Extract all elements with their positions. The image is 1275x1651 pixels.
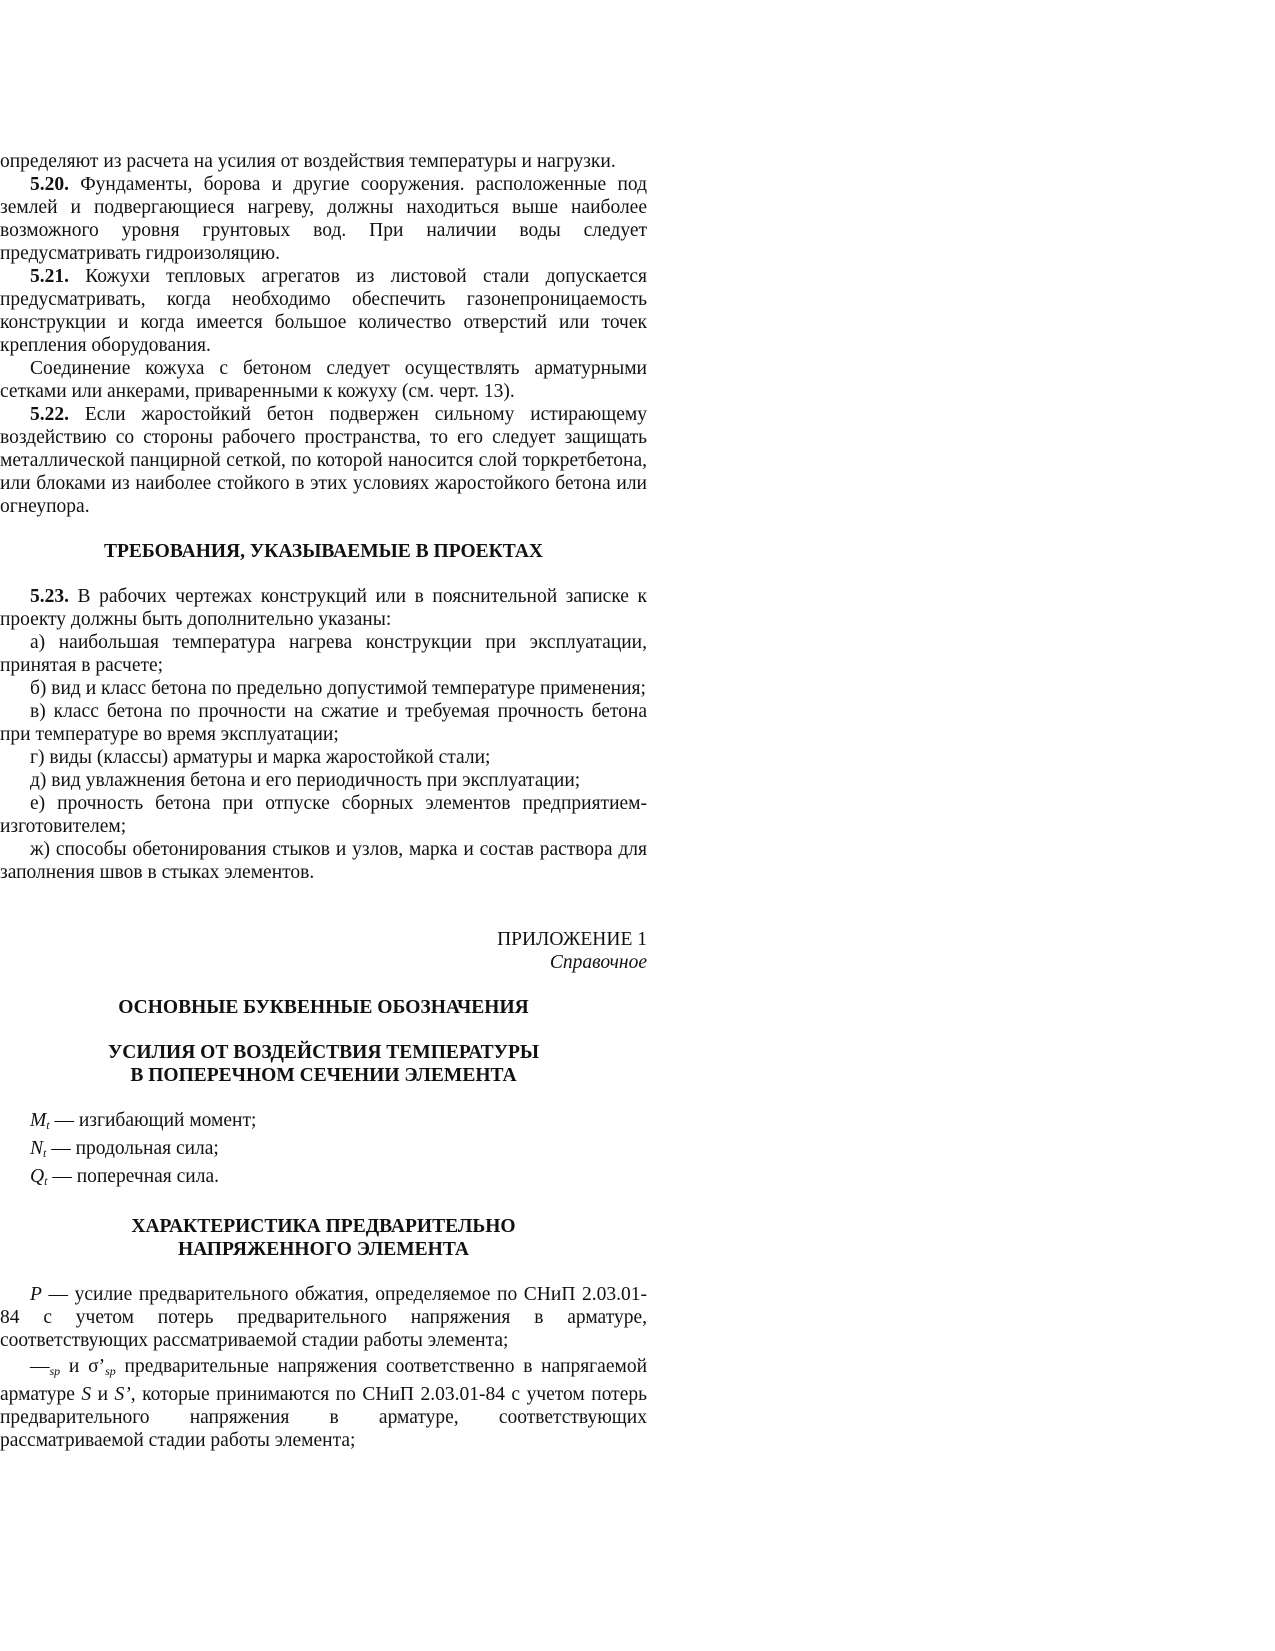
symbol: — xyxy=(30,1356,50,1377)
symbol: N xyxy=(30,1138,44,1159)
symbol: S xyxy=(81,1384,92,1405)
symbol-definition xyxy=(0,1165,647,1193)
symbol-subscript: t xyxy=(44,1174,48,1188)
symbol-subscript: t xyxy=(46,1118,50,1132)
paragraph-5-23 xyxy=(0,585,647,631)
definition-text: предварительные напряжения соответственно в напрягаемой арматуре xyxy=(0,1356,648,1405)
list-item: в) класс бетона по прочности на сжатие и требуемая прочность бетона при температуре во время эксплуатации; xyxy=(0,701,647,745)
clause-number: 5.23. xyxy=(30,586,69,607)
paragraph-5-21-continued: Соединение кожуха с бетоном следует осуществлять арматурными сетками или анкерами, приваренными к кожуху (см. черт. 13). xyxy=(0,358,647,402)
paragraph-5-20 xyxy=(0,173,647,265)
clause-text: В рабочих чертежах конструкций или в пояснительной записке к проекту должны быть дополнительно указаны: xyxy=(0,586,647,630)
clause-number: 5.21. xyxy=(30,266,69,287)
definition-sigma xyxy=(0,1355,647,1452)
symbol-subscript: sp xyxy=(49,1364,61,1378)
symbol-description: — поперечная сила. xyxy=(47,1166,219,1187)
symbol-description: — изгибающий момент; xyxy=(49,1110,257,1131)
symbol: P xyxy=(30,1284,42,1305)
heading-designations: ОСНОВНЫЕ БУКВЕННЫЕ ОБОЗНАЧЕНИЯ xyxy=(118,997,529,1018)
clause-number: 5.22. xyxy=(30,404,69,425)
heading-forces-line2: В ПОПЕРЕЧНОМ СЕЧЕНИИ ЭЛЕМЕНТА xyxy=(130,1065,517,1086)
conjunction: и xyxy=(60,1356,89,1377)
list-item: г) виды (классы) арматуры и марка жаростойкой стали; xyxy=(30,747,491,768)
symbol-subscript: sp xyxy=(105,1364,116,1378)
symbol: S’ xyxy=(114,1384,131,1405)
symbol: Q xyxy=(30,1166,45,1187)
symbol-definition xyxy=(0,1137,647,1165)
paragraph-5-22 xyxy=(0,403,647,518)
definition-text: — усилие предварительного обжатия, определяемое по СНиП 2.03.01-84 с учетом потерь предварительного напряжения в арматуре, соответствующих рассматриваемой стадии работы элемента; xyxy=(0,1284,647,1351)
appendix-title: ПРИЛОЖЕНИЕ 1 xyxy=(497,929,647,950)
symbol: σ’ xyxy=(88,1356,106,1377)
symbol-definition xyxy=(0,1109,647,1137)
heading-requirements: ТРЕБОВАНИЯ, УКАЗЫВАЕМЫЕ В ПРОЕКТАХ xyxy=(103,541,544,562)
document-page xyxy=(0,150,647,1452)
appendix-subtitle: Справочное xyxy=(549,952,647,973)
list-item: ж) способы обетонирования стыков и узлов, марка и состав раствора для заполнения швов в стыках элементов. xyxy=(0,839,647,883)
heading-prestress-line1: ХАРАКТЕРИСТИКА ПРЕДВАРИТЕЛЬНО xyxy=(131,1216,516,1237)
clause-text: Фундаменты, борова и другие сооружения. расположенные под землей и подвергающиеся нагреву, должны находиться выше наиболее возможного уровня грунтовых вод. При наличии воды следует предусматривать гидроизоляцию. xyxy=(0,174,647,264)
symbol-description: — продольная сила; xyxy=(46,1138,219,1159)
clause-text: Если жаростойкий бетон подвержен сильному истирающему воздействию со стороны рабочего пространства, то его следует защищать металлической панцирной сеткой, по которой наносится слой торкретбетона, или блоками из наиболее стойкого в этих условиях жаростойкого бетона или огнеупора. xyxy=(0,404,647,517)
list-item: а) наибольшая температура нагрева конструкции при эксплуатации, принятая в расчете; xyxy=(0,632,647,676)
conjunction: и xyxy=(91,1384,115,1405)
definition-text: , которые принимаются по СНиП 2.03.01-84 с учетом потерь предварительного напряжения в арматуре, соответствующих рассматриваемой стадии работы элемента; xyxy=(0,1384,648,1451)
list-item: б) вид и класс бетона по предельно допустимой температуре применения; xyxy=(30,678,646,699)
clause-text: Кожухи тепловых агрегатов из листовой стали допускается предусматривать, когда необходимо обеспечить газонепроницаемость конструкции и когда имеется большое количество отверстий или точек крепления оборудования. xyxy=(0,266,647,356)
symbol: M xyxy=(30,1110,47,1131)
list-item: е) прочность бетона при отпуске сборных элементов предприятием-изготовителем; xyxy=(0,793,647,837)
symbol-subscript: t xyxy=(43,1146,47,1160)
heading-forces-line1: УСИЛИЯ ОТ ВОЗДЕЙСТВИЯ ТЕМПЕРАТУРЫ xyxy=(107,1042,540,1063)
clause-number: 5.20. xyxy=(30,174,69,195)
paragraph-5-21 xyxy=(0,265,647,357)
definition-P xyxy=(0,1283,647,1352)
list-item: д) вид увлажнения бетона и его периодичность при эксплуатации; xyxy=(30,770,581,791)
heading-prestress-line2: НАПРЯЖЕННОГО ЭЛЕМЕНТА xyxy=(178,1239,469,1260)
paragraph-continuation: определяют из расчета на усилия от воздействия температуры и нагрузки. xyxy=(0,151,616,172)
